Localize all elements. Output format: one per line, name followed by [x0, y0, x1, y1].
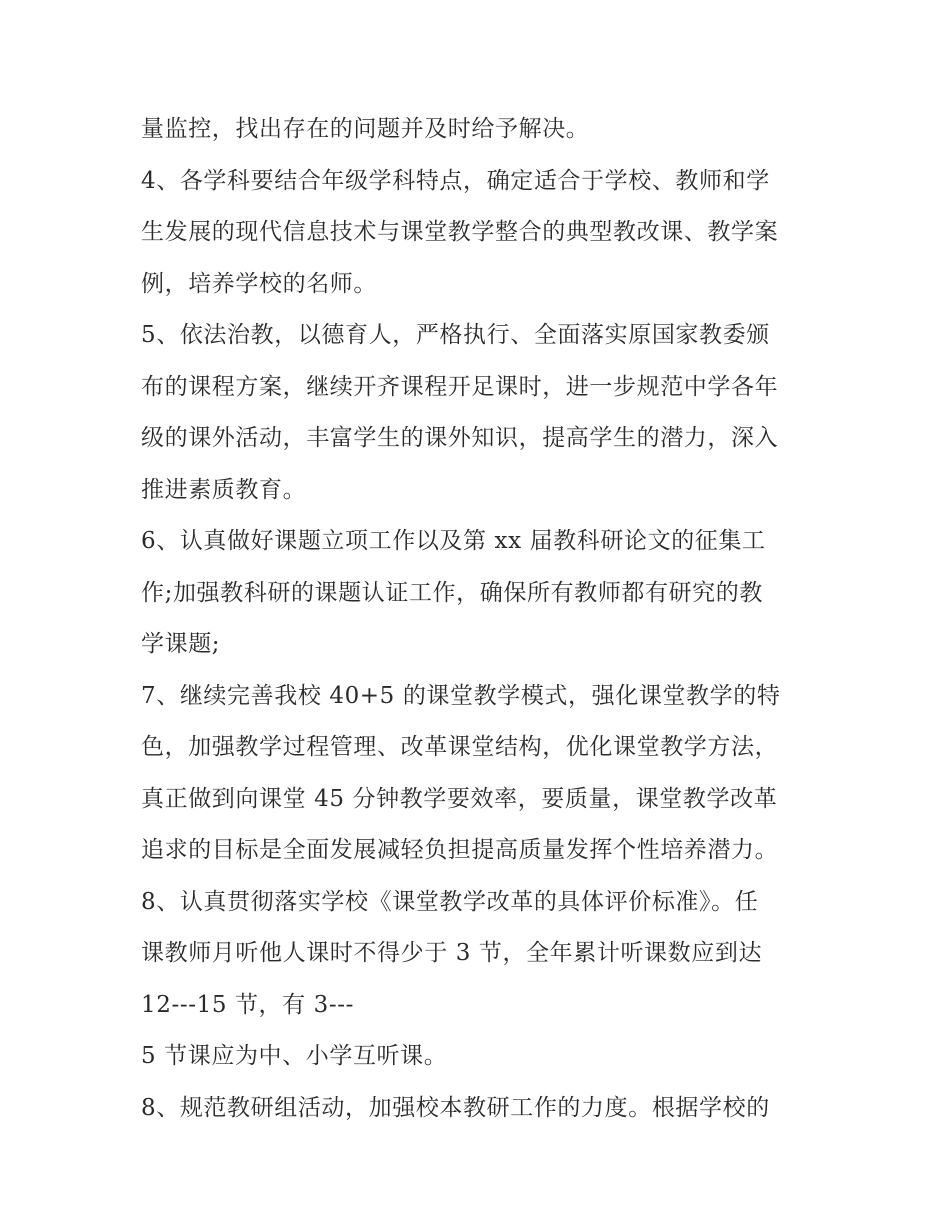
document-body [141, 104, 821, 1134]
text-line: 量监控，找出存在的问题并及时给予解决。 [141, 116, 590, 142]
text-line: 级的课外活动，丰富学生的课外知识，提高学生的潜力，深入 [141, 425, 779, 451]
text-line: 追求的目标是全面发展减轻负担提高质量发挥个性培养潜力。 [141, 837, 779, 863]
text-line: 4、各学科要结合年级学科特点，确定适合于学校、教师和学 [141, 167, 770, 194]
text-line: 课教师月听他人课时不得少于 3 节，全年累计听课数应到达 [141, 940, 763, 966]
text-line: 例，培养学校的名师。 [141, 270, 377, 297]
text-line: 7、继续完善我校 40+5 的课堂教学模式，强化课堂教学的特 [141, 682, 781, 709]
text-line: 12---15 节，有 3--- [141, 991, 355, 1018]
text-line: 作;加强教科研的课题认证工作，确保所有教师都有研究的教 [141, 579, 763, 606]
text-line: 学课题; [141, 631, 221, 657]
text-line: 布的课程方案，继续开齐课程开足课时，进一步规范中学各年 [141, 373, 779, 400]
text-line: 5、依法治教，以德育人，严格执行、全面落实原国家教委颁 [141, 322, 770, 348]
text-line: 6、认真做好课题立项工作以及第 xx 届教科研论文的征集工 [141, 528, 766, 554]
text-line: 色，加强教学过程管理、改革课堂结构，优化课堂教学方法， [141, 734, 779, 760]
text-line: 真正做到向课堂 45 分钟教学要效率，要质量，课堂教学改革 [141, 785, 778, 812]
text-line: 8、认真贯彻落实学校《课堂教学改革的具体评价标准》。任 [141, 888, 759, 915]
text-line: 8、规范教研组活动，加强校本教研工作的力度。根据学校的 [141, 1094, 770, 1121]
text-line: 推进素质教育。 [141, 476, 307, 503]
text-line: 生发展的现代信息技术与课堂教学整合的典型教改课、教学案 [141, 219, 779, 245]
text-line: 5 节课应为中、小学互听课。 [141, 1043, 448, 1069]
